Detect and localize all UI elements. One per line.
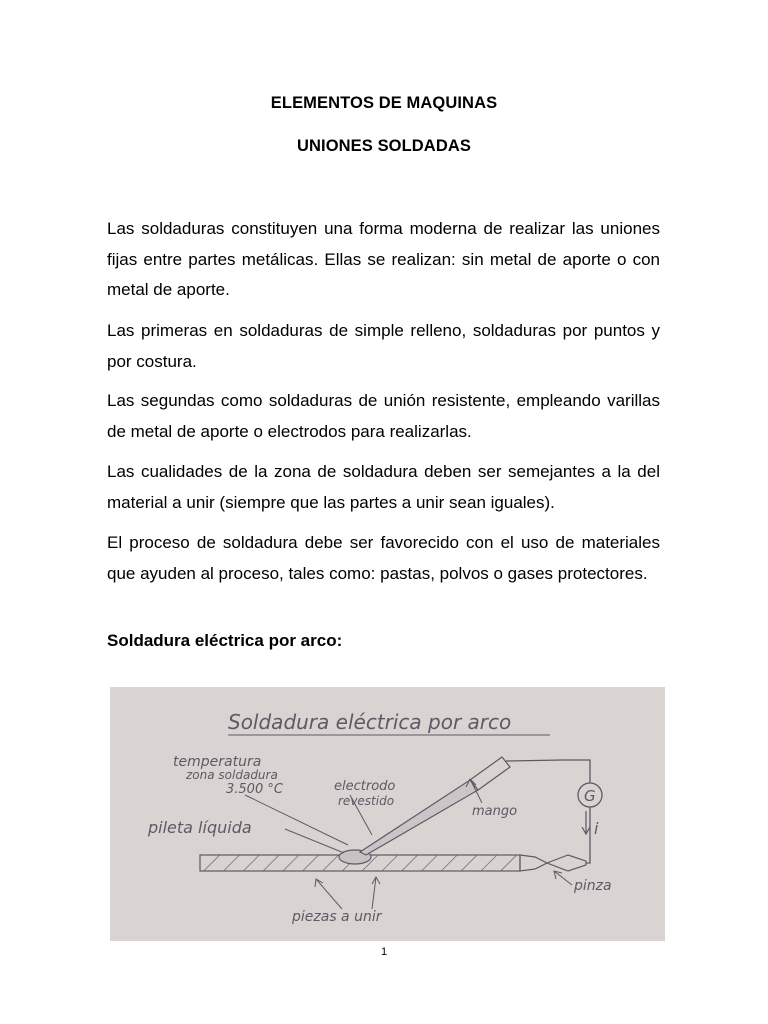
paragraph-4: Las cualidades de la zona de soldadura deben ser semejantes a la del material a unir (siempre que las partes a unir sean iguales). bbox=[107, 462, 660, 512]
document-subtitle: UNIONES SOLDADAS bbox=[297, 137, 471, 155]
label-temperature-line1: temperatura bbox=[173, 754, 262, 770]
cable-top bbox=[506, 760, 590, 783]
label-temperature-line3: 3.500 °C bbox=[226, 782, 283, 797]
paragraph-3: Las segundas como soldaduras de unión resistente, empleando varillas de metal de aporte o electrodos para realizarlas. bbox=[107, 391, 660, 441]
clamp-handle bbox=[547, 855, 586, 871]
arrow-clamp bbox=[554, 871, 572, 885]
label-liquid-pool: pileta líquida bbox=[148, 818, 252, 837]
paragraph-1: Las soldaduras constituyen una forma moderna de realizar las uniones fijas entre partes metálicas. Ellas se realizan: sin metal de aporte o con metal de aporte. bbox=[107, 219, 660, 299]
diagram-title: Soldadura eléctrica por arco bbox=[228, 710, 512, 734]
welding-diagram bbox=[110, 687, 665, 941]
label-electrode-line1: electrodo bbox=[334, 779, 396, 794]
paragraph-2: Las primeras en soldaduras de simple relleno, soldaduras por puntos y por costura. bbox=[107, 321, 660, 371]
electrode-handle bbox=[470, 757, 510, 790]
generator-label: G bbox=[584, 787, 596, 805]
label-electrode-line2: revestido bbox=[338, 794, 395, 808]
label-clamp: pinza bbox=[574, 878, 612, 894]
arrow-pieces-right bbox=[372, 877, 380, 909]
label-temperature-line2: zona soldadura bbox=[186, 768, 278, 782]
section-heading: Soldadura eléctrica por arco: bbox=[107, 631, 343, 650]
paragraph-5: El proceso de soldadura debe ser favorecido con el uso de materiales que ayuden al proceso, tales como: pastas, polvos o gases protectores. bbox=[107, 533, 660, 583]
welding-diagram-photo bbox=[110, 687, 665, 941]
document-title: ELEMENTOS DE MAQUINAS bbox=[270, 94, 498, 112]
current-label: i bbox=[594, 819, 599, 838]
arrow-temperature bbox=[245, 795, 348, 845]
label-pieces: piezas a unir bbox=[292, 909, 382, 925]
current-arrow bbox=[582, 811, 590, 834]
page-number: 1 bbox=[380, 946, 388, 958]
arrow-pieces-left bbox=[315, 879, 342, 909]
arrow-pool bbox=[285, 829, 344, 853]
clamp-jaw bbox=[520, 855, 547, 871]
label-handle: mango bbox=[472, 804, 518, 819]
